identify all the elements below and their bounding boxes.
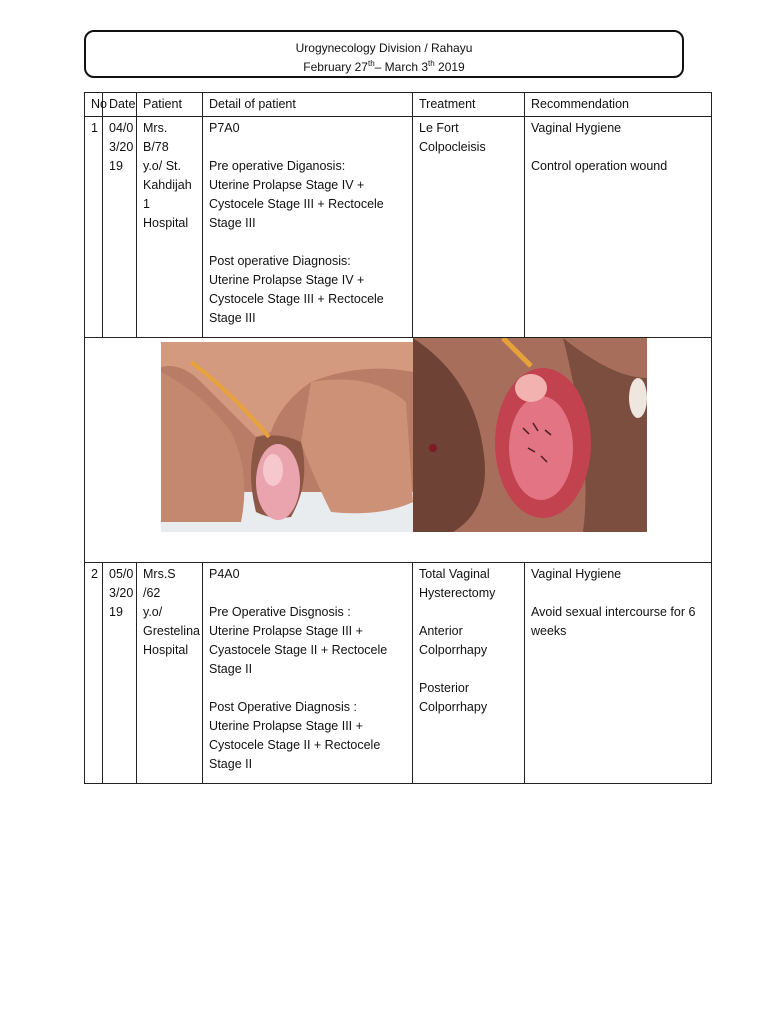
col-header-patient: Patient (137, 93, 203, 117)
photo-cell (85, 338, 712, 563)
patient-code: P7A0 (209, 121, 240, 135)
patient-code: P4A0 (209, 567, 240, 581)
pre-op-label: Pre Operative Disgnosis : (209, 605, 351, 619)
photo-row (85, 338, 712, 563)
col-header-detail: Detail of patient (203, 93, 413, 117)
clinical-photo-preop (161, 342, 413, 532)
post-op-diagnosis: Uterine Prolapse Stage IV + Cystocele Stage III + Rectocele Stage III (209, 273, 384, 325)
cell-treatment: Le Fort Colpocleisis (413, 117, 525, 338)
cell-recommendation: Vaginal Hygiene Avoid sexual intercourse for 6 weeks (525, 563, 712, 784)
cell-no: 1 (85, 117, 103, 338)
cell-detail (203, 117, 413, 338)
document-title-box (84, 30, 684, 78)
pre-op-diagnosis: Uterine Prolapse Stage III + Cyastocele Stage II + Rectocele Stage II (209, 624, 388, 676)
col-header-treatment: Treatment (413, 93, 525, 117)
post-op-diagnosis: Uterine Prolapse Stage III + Cystocele Stage II + Rectocele Stage II (209, 719, 381, 771)
cell-no: 2 (85, 563, 103, 784)
post-op-label: Post operative Diagnosis: (209, 254, 351, 268)
post-op-label: Post Operative Diagnosis : (209, 700, 357, 714)
cell-detail (203, 563, 413, 784)
pre-op-diagnosis: Uterine Prolapse Stage IV + Cystocele Stage III + Rectocele Stage III (209, 178, 384, 230)
cell-recommendation: Vaginal Hygiene Control operation wound (525, 117, 712, 338)
cell-treatment: Total Vaginal Hysterectomy Anterior Colporrhapy Posterior Colporrhapy (413, 563, 525, 784)
col-header-no: No (85, 93, 103, 117)
patient-table (84, 92, 712, 784)
document-title: Urogynecology Division / Rahayu (295, 41, 473, 55)
date-range: February 27th– March 3th 2019 (303, 59, 465, 74)
table-row (85, 563, 712, 784)
table-header-row (85, 93, 712, 117)
cell-date: 05/0 3/20 19 (103, 563, 137, 784)
col-header-date: Date (103, 93, 137, 117)
pre-op-label: Pre operative Diganosis: (209, 159, 346, 173)
col-header-recommendation: Recommendation (525, 93, 712, 117)
cell-patient: Mrs. B/78 y.o/ St. Kahdijah 1 Hospital (137, 117, 203, 338)
cell-date: 04/0 3/20 19 (103, 117, 137, 338)
clinical-photo-postop (413, 338, 647, 532)
table-row (85, 117, 712, 338)
cell-patient: Mrs.S /62 y.o/ Grestelina Hospital (137, 563, 203, 784)
